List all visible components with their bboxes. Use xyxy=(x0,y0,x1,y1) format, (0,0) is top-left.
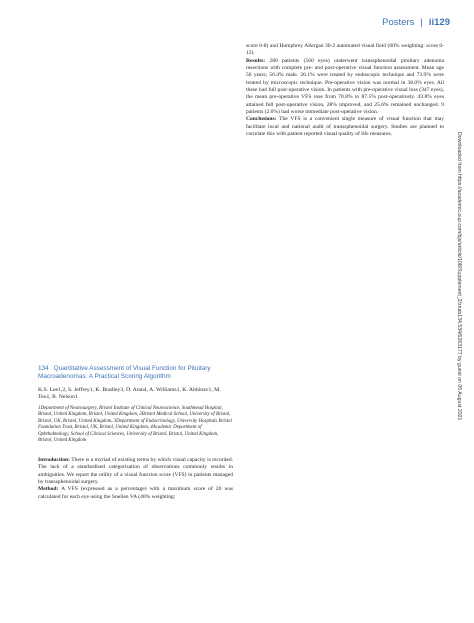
method-paragraph xyxy=(38,486,233,501)
running-head xyxy=(382,17,450,28)
left-column xyxy=(38,365,233,501)
conclusions-text: The VFS is a convenient single measure of visual function that may facilitate local and national audit of transsphenoidal surgery. Studies are planned to correlate this with patient reported visual quality of life measures. xyxy=(246,116,444,138)
introduction-text: There is a myriad of existing terms by which visual capacity is recorded. The lack of a standardised categorisation of observations commonly results in ambiguities. We report the utility of a visual function score (VFS) in patients managed by transsphenoidal surgery. xyxy=(38,456,233,485)
running-head-separator: | xyxy=(420,17,423,28)
method-text: A VFS (expressed as a percentage) with a maximum score of 20 was calculated for each eye using the Snellen VA (40% weighting: xyxy=(38,486,233,500)
abstract-title xyxy=(38,365,233,381)
introduction-paragraph xyxy=(38,457,233,486)
results-heading: Results: xyxy=(246,57,266,64)
page-number: ii129 xyxy=(428,17,450,28)
results-text: 280 patients (560 eyes) underwent transsphenoidal pituitary adenoma resections with complete pre- and post-operative visual function assessment. Mean age 56 years; 56.4% male. 26.1% were treated by endoscopic technique and 73.9% were treated by microscopic technique. Pre-operative vision was normal in 38.0% eyes. All these had full post-operative vision. In patients with pre-operative visual loss (347 eyes), the mean pre-operative VFS rose from 70.8% to 87.5% post-operatively. 43.8% eyes attained full post-operative vision, 28% improved, and 25.6% remained unchanged. 9 patients (2.6%) had worse immediate post-operative vision. xyxy=(246,57,444,116)
right-column xyxy=(246,43,444,138)
author-list: K.S. Lee1,2, S. Jeffrey1, K. Bradley3, D. Atan4, A. Williams1, K. Abhinav1, M. Teo1, R. Nelson1 xyxy=(38,387,221,401)
conclusions-heading: Conclusions: xyxy=(246,116,277,123)
introduction-heading: Introduction: xyxy=(38,456,70,463)
results-paragraph xyxy=(246,58,444,117)
section-label: Posters xyxy=(382,17,415,28)
affiliations: 1Department of Neurosurgery, Bristol Institute of Clinical Neuroscience, Southmead Hospital, Bristol, United Kingdom, Bristol, United Kingdom, 2Bristol Medical School, University of Bristol, Bristol, UK, Bristol, United Kingdom, 3Department of Endocrinology, University Hospitals Bristol Foundation Trust, Bristol, UK, Bristol, United Kingdom, 4Academic Department of Ophthalmology, School of Clinical Sciences, University of Bristol, Bristol, United Kingdom, Bristol, United Kingdom xyxy=(38,405,232,444)
abstract-number: 134 xyxy=(38,365,49,372)
method-continued-text: score 0-8) and Humphrey Allergan 30-2 automated visual field (60% weighting: score 0-12). xyxy=(246,43,444,57)
download-notice: Downloaded from https://academic.oup.com/bjs/article/108/Supplement_2/znab134.534/6263177 by guest on 05 August 2021 xyxy=(456,132,462,421)
method-heading: Method: xyxy=(38,486,59,493)
conclusions-paragraph xyxy=(246,116,444,138)
abstract-title-text: Quantitative Assessment of Visual Function for Pituitary Macroadenomas: A Practical Scoring Algorithm xyxy=(38,365,211,380)
